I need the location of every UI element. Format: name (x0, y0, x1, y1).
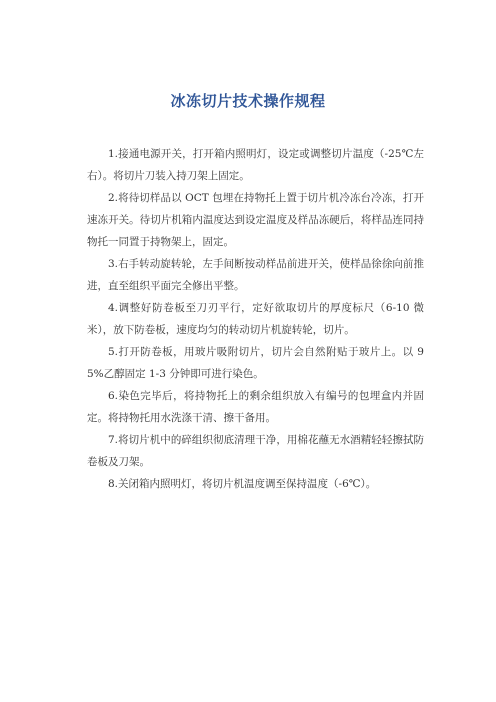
step-7: 7.将切片机中的碎组织彻底清理干净，用棉花蘸无水酒精轻轻擦拭防卷板及刀架。 (87, 434, 424, 468)
step-1: 1.接通电源开关，打开箱内照明灯，设定或调整切片温度（-25℃左右）。将切片刀装入持刀架上固定。 (87, 148, 424, 182)
document-title: 冰冻切片技术操作规程 (170, 92, 326, 110)
step-3: 3.右手转动旋转轮，左手间断按动样品前进开关，使样品徐徐向前推进，直至组织平面完全修出平整。 (87, 258, 424, 292)
step-8: 8.关闭箱内照明灯，将切片机温度调至保持温度（-6℃）。 (108, 478, 377, 490)
procedure-steps (87, 143, 424, 495)
step-5: 5.打开防卷板，用玻片吸附切片，切片会自然附贴于玻片上。以 95%乙醇固定 1-3 分钟即可进行染色。 (87, 346, 424, 380)
step-6: 6.染色完毕后，将持物托上的剩余组织放入有编号的包埋盒内并固定。将持物托用水洗涤干清、擦干备用。 (87, 390, 424, 424)
step-4: 4.调整好防卷板至刀刃平行，定好欲取切片的厚度标尺（6-10 微米），放下防卷板，速度均匀的转动切片机旋转轮，切片。 (87, 302, 424, 336)
step-2: 2.将待切样品以 OCT 包埋在持物托上置于切片机冷冻台冷冻，打开速冻开关。待切片机箱内温度达到设定温度及样品冻硬后，将样品连同持物托一同置于持物架上，固定。 (87, 192, 424, 248)
